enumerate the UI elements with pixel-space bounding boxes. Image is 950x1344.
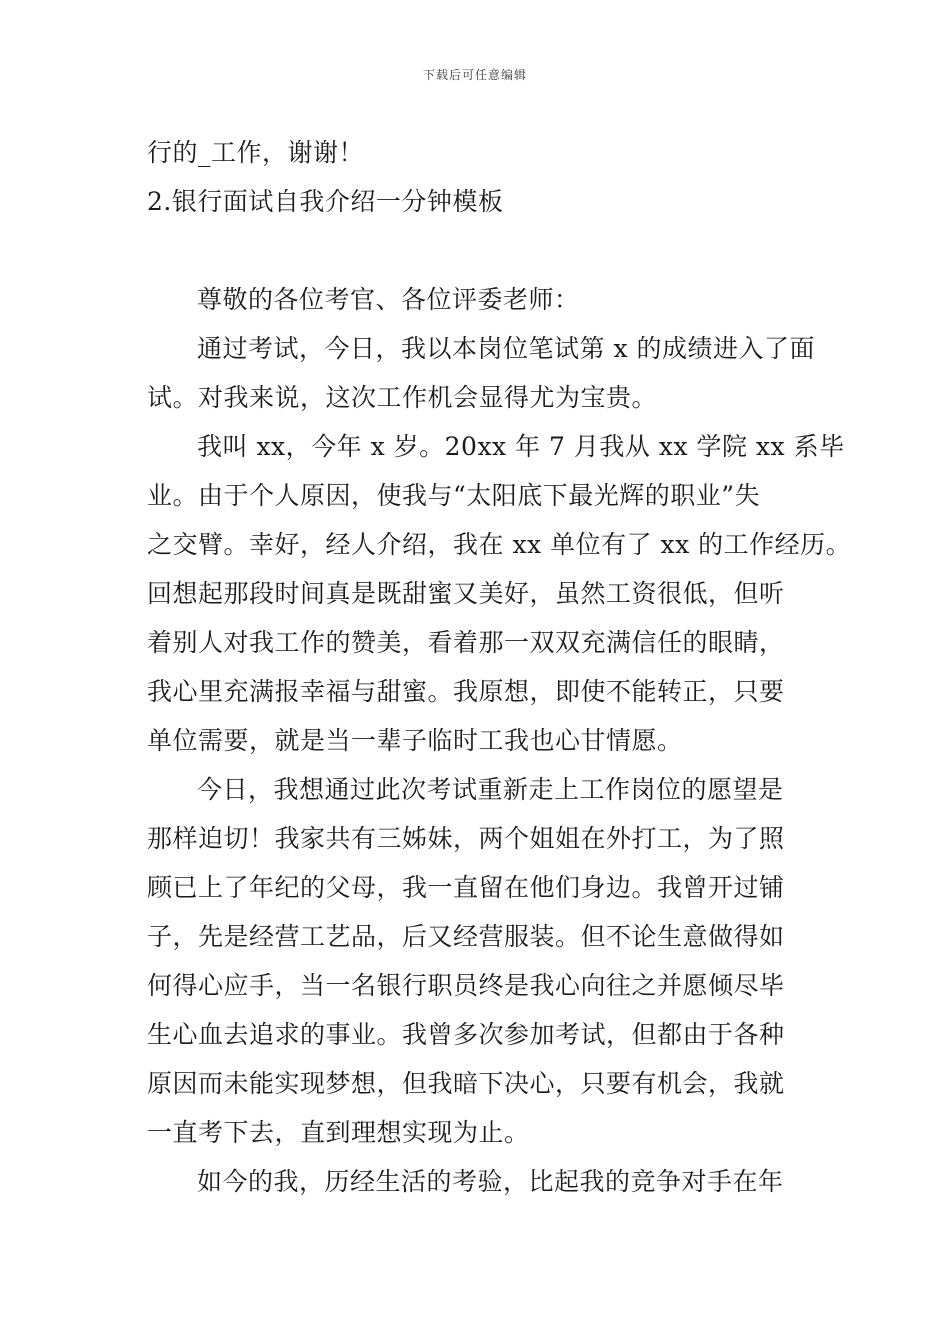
text-line: 生心血去追求的事业。我曾多次参加考试，但都由于各种: [147, 1020, 785, 1049]
text-line: 之交臂。幸好，经人介绍，我在 xx 单位有了 xx 的工作经历。: [147, 530, 852, 559]
text-line: 试。对我来说，这次工作机会显得尤为宝贵。: [147, 383, 658, 412]
text-line: 回想起那段时间真是既甜蜜又美好，虽然工资很低，但听: [147, 579, 785, 608]
text-line: 一直考下去，直到理想实现为止。: [147, 1118, 530, 1147]
section-heading: 2.银行面试自我介绍一分钟模板: [147, 187, 504, 216]
paragraph-start-line: 我叫 xx，今年 x 岁。20xx 年 7 月我从 xx 学院 xx 系毕: [197, 432, 845, 461]
text-line: 行的_工作，谢谢！: [147, 138, 365, 167]
text-line: 我心里充满报幸福与甜蜜。我原想，即使不能转正，只要: [147, 677, 785, 706]
greeting-line: 尊敬的各位考官、各位评委老师：: [197, 285, 580, 314]
blank-line: [147, 226, 815, 275]
text-line: 原因而未能实现梦想，但我暗下决心，只要有机会，我就: [147, 1069, 785, 1098]
paragraph-start-line: 今日，我想通过此次考试重新走上工作岗位的愿望是: [197, 775, 784, 804]
text-line: 顾已上了年纪的父母，我一直留在他们身边。我曾开过铺: [147, 873, 785, 902]
paragraph-start-line: 如今的我，历经生活的考验，比起我的竞争对手在年: [197, 1167, 784, 1196]
document-body: [147, 128, 852, 1206]
text-line: 着别人对我工作的赞美，看着那一双双充满信任的眼睛，: [147, 628, 785, 657]
text-line: 那样迫切！我家共有三姊妹，两个姐姐在外打工，为了照: [147, 824, 785, 853]
text-line: 业。由于个人原因，使我与“太阳底下最光辉的职业”失: [147, 481, 761, 510]
page-header-note: 下载后可任意编辑: [422, 68, 527, 82]
paragraph-start-line: 通过考试，今日，我以本岗位笔试第 x 的成绩进入了面: [197, 334, 815, 363]
text-line: 子，先是经营工艺品，后又经营服装。但不论生意做得如: [147, 922, 785, 951]
text-line: 何得心应手，当一名银行职员终是我心向往之并愿倾尽毕: [147, 971, 785, 1000]
text-line: 单位需要，就是当一辈子临时工我也心甘情愿。: [147, 726, 683, 755]
